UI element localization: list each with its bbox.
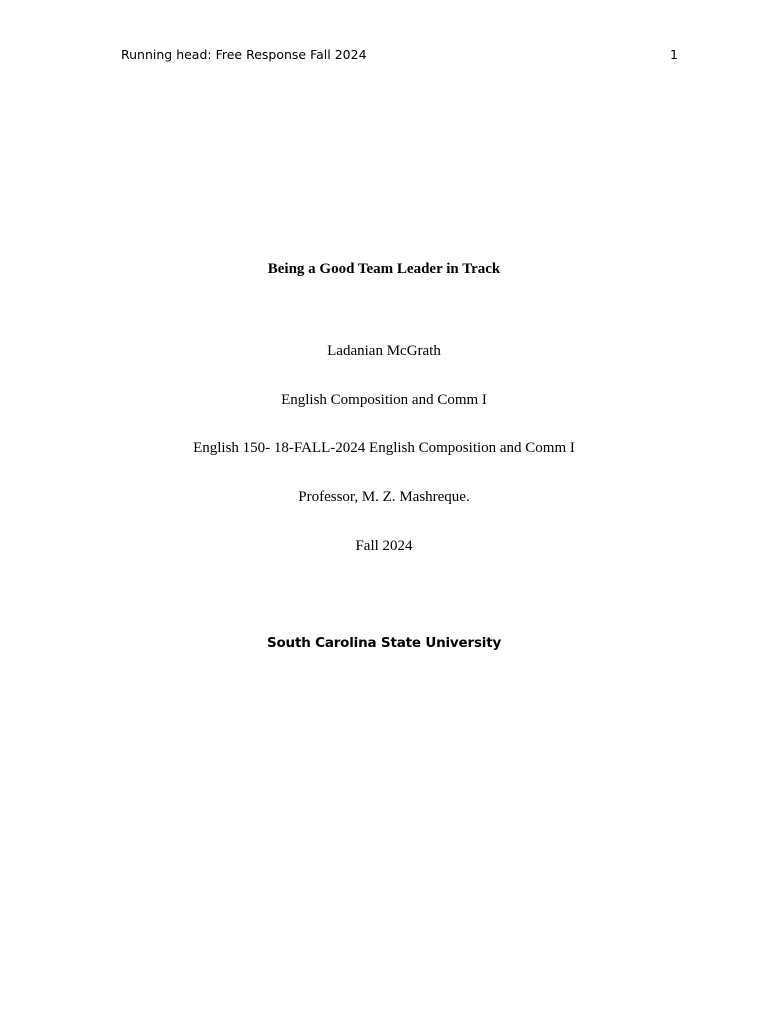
paper-title: Being a Good Team Leader in Track — [267, 261, 501, 277]
page-number: 1 — [670, 47, 678, 62]
running-head: Running head: Free Response Fall 2024 — [121, 47, 367, 62]
professor-name: Professor, M. Z. Mashreque. — [298, 489, 470, 505]
term: Fall 2024 — [355, 538, 413, 554]
course-section: English 150- 18-FALL-2024 English Composition and Comm I — [193, 440, 575, 456]
author-name: Ladanian McGrath — [327, 343, 441, 359]
institution-name: South Carolina State University — [266, 635, 502, 651]
course-name: English Composition and Comm I — [281, 392, 487, 408]
